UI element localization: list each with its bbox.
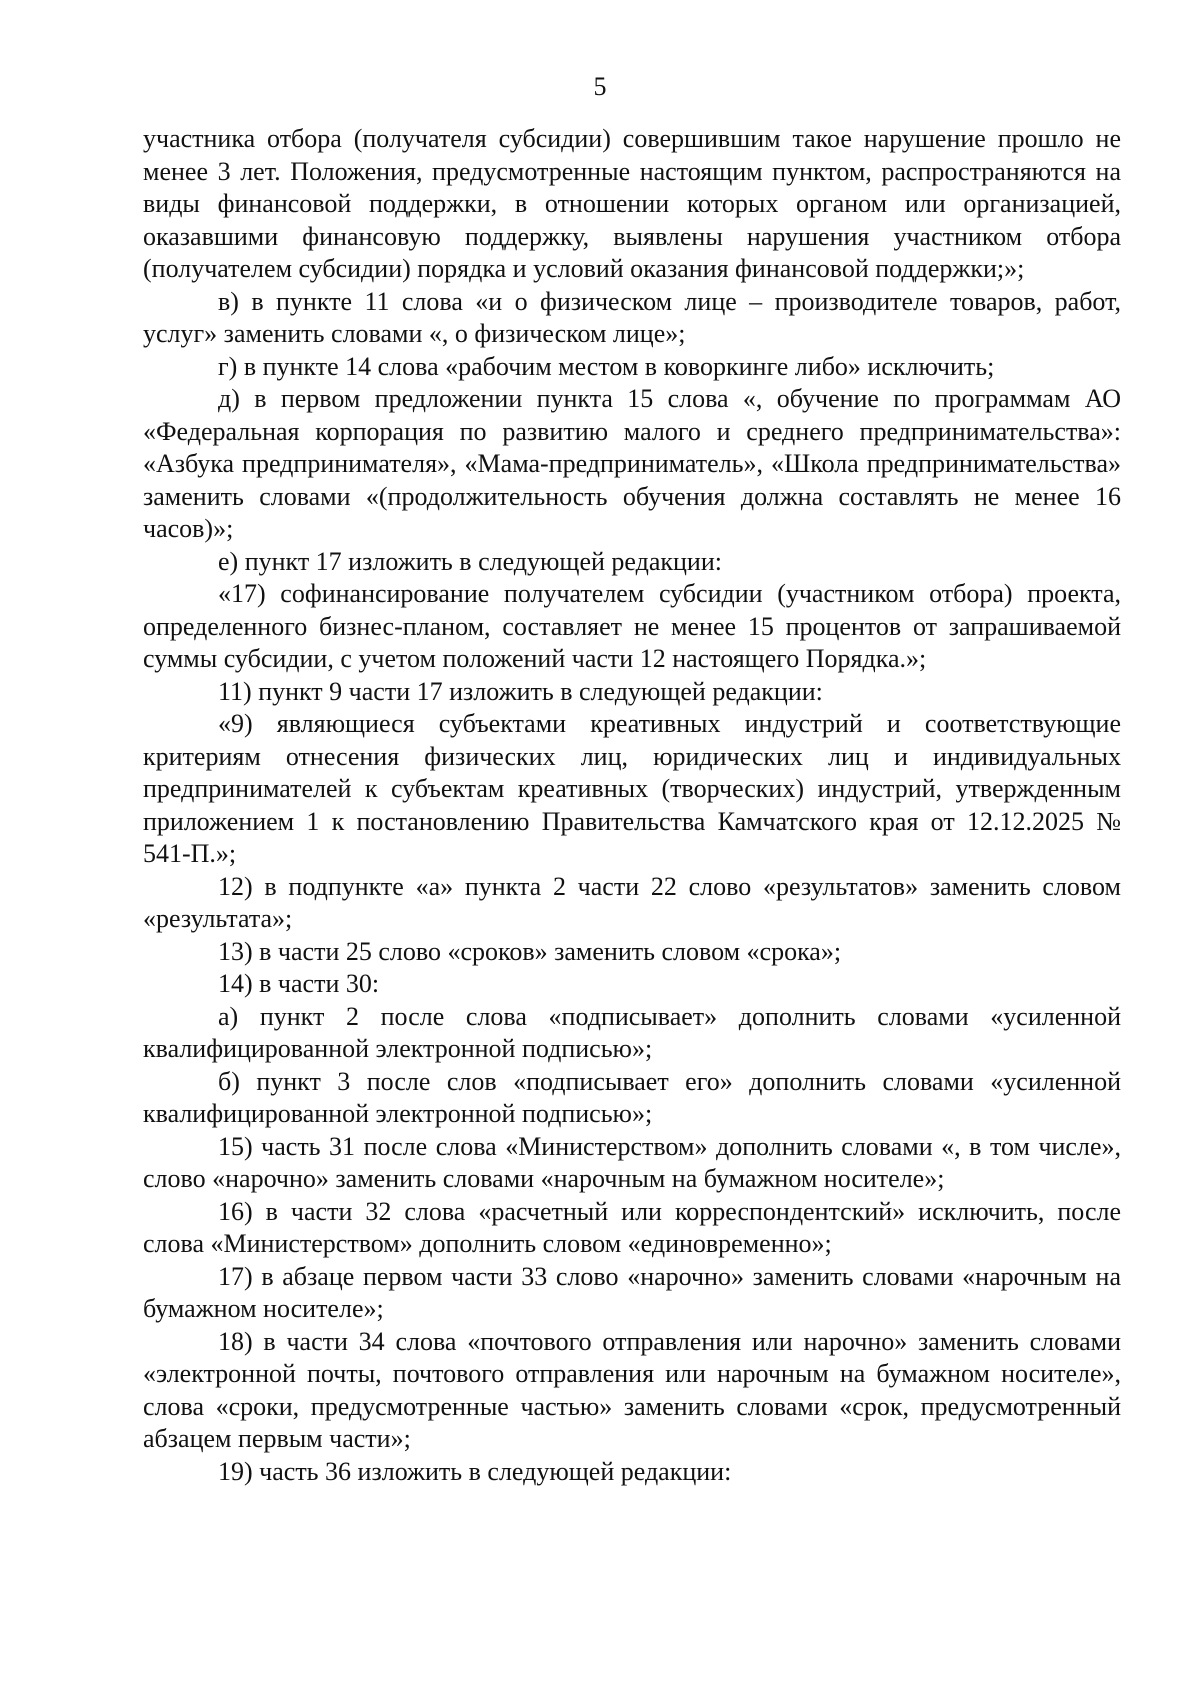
paragraph: г) в пункте 14 слова «рабочим местом в коворкинге либо» исключить; [218, 351, 995, 381]
page-number: 5 [593, 72, 607, 101]
paragraph: 14) в части 30: [218, 969, 380, 998]
paragraph: участника отбора (получателя субсидии) совершившим такое нарушение прошло не менее 3 лет. Положения, предусмотренные настоящим пунктом, распространяются на виды финансовой поддержки, в отношении которых органом или организацией, оказавшими финансовую поддержку, выявлены нарушения участником отбора (получателем субсидии) порядка и условий оказания финансовой поддержки;»; [143, 124, 1121, 283]
paragraph: в) в пункте 11 слова «и о физическом лице – производителе товаров, работ, услуг» заменить словами «, о физическом лице»; [143, 286, 1121, 348]
paragraph: б) пункт 3 после слов «подписывает его» дополнить словами «усиленной квалифицированной электронной подписью»; [143, 1066, 1121, 1128]
paragraph: «9) являющиеся субъектами креативных индустрий и соответствующие критериям отнесения физических лиц, юридических лиц и индивидуальных предпринимателей к субъектам креативных (творческих) индустрий, утвержденным приложением 1 к постановлению Правительства Камчатского края от 12.12.2025 № 541-П.»; [143, 709, 1121, 868]
paragraph: 18) в части 34 слова «почтового отправления или нарочно» заменить словами «электронной почты, почтового отправления или нарочным на бумажном носителе», слова «сроки, предусмотренные частью» заменить словами «срок, предусмотренный абзацем первым части»; [143, 1326, 1121, 1453]
paragraph: 17) в абзаце первом части 33 слово «нарочно» заменить словами «нарочным на бумажном носителе»; [143, 1261, 1121, 1323]
paragraph: д) в первом предложении пункта 15 слова «, обучение по программам АО «Федеральная корпорация по развитию малого и среднего предпринимательства»: «Азбука предпринимателя», «Мама-предприниматель», «Школа предпринимательства» заменить словами «(продолжительность обучения должна составлять не менее 16 часов)»; [143, 384, 1121, 543]
paragraph: 13) в части 25 слово «сроков» заменить словом «срока»; [218, 936, 842, 966]
paragraph: 12) в подпункте «а» пункта 2 части 22 слово «результатов» заменить словом «результата»; [143, 871, 1121, 933]
paragraph: е) пункт 17 изложить в следующей редакции: [218, 546, 722, 576]
paragraph: «17) софинансирование получателем субсидии (участником отбора) проекта, определенного бизнес-планом, составляет не менее 15 процентов от запрашиваемой суммы субсидии, с учетом положений части 12 настоящего Порядка.»; [143, 579, 1121, 673]
paragraph: а) пункт 2 после слова «подписывает» дополнить словами «усиленной квалифицированной электронной подписью»; [143, 1001, 1121, 1063]
paragraph: 19) часть 36 изложить в следующей редакции: [218, 1456, 732, 1486]
paragraph: 11) пункт 9 части 17 изложить в следующей редакции: [218, 676, 823, 706]
paragraph: 16) в части 32 слова «расчетный или корреспондентский» исключить, после слова «Министерством» дополнить словом «единовременно»; [143, 1196, 1121, 1258]
paragraph: 15) часть 31 после слова «Министерством» дополнить словами «, в том числе», слово «нарочно» заменить словами «нарочным на бумажном носителе»; [143, 1131, 1121, 1193]
document-body [143, 123, 1121, 1488]
